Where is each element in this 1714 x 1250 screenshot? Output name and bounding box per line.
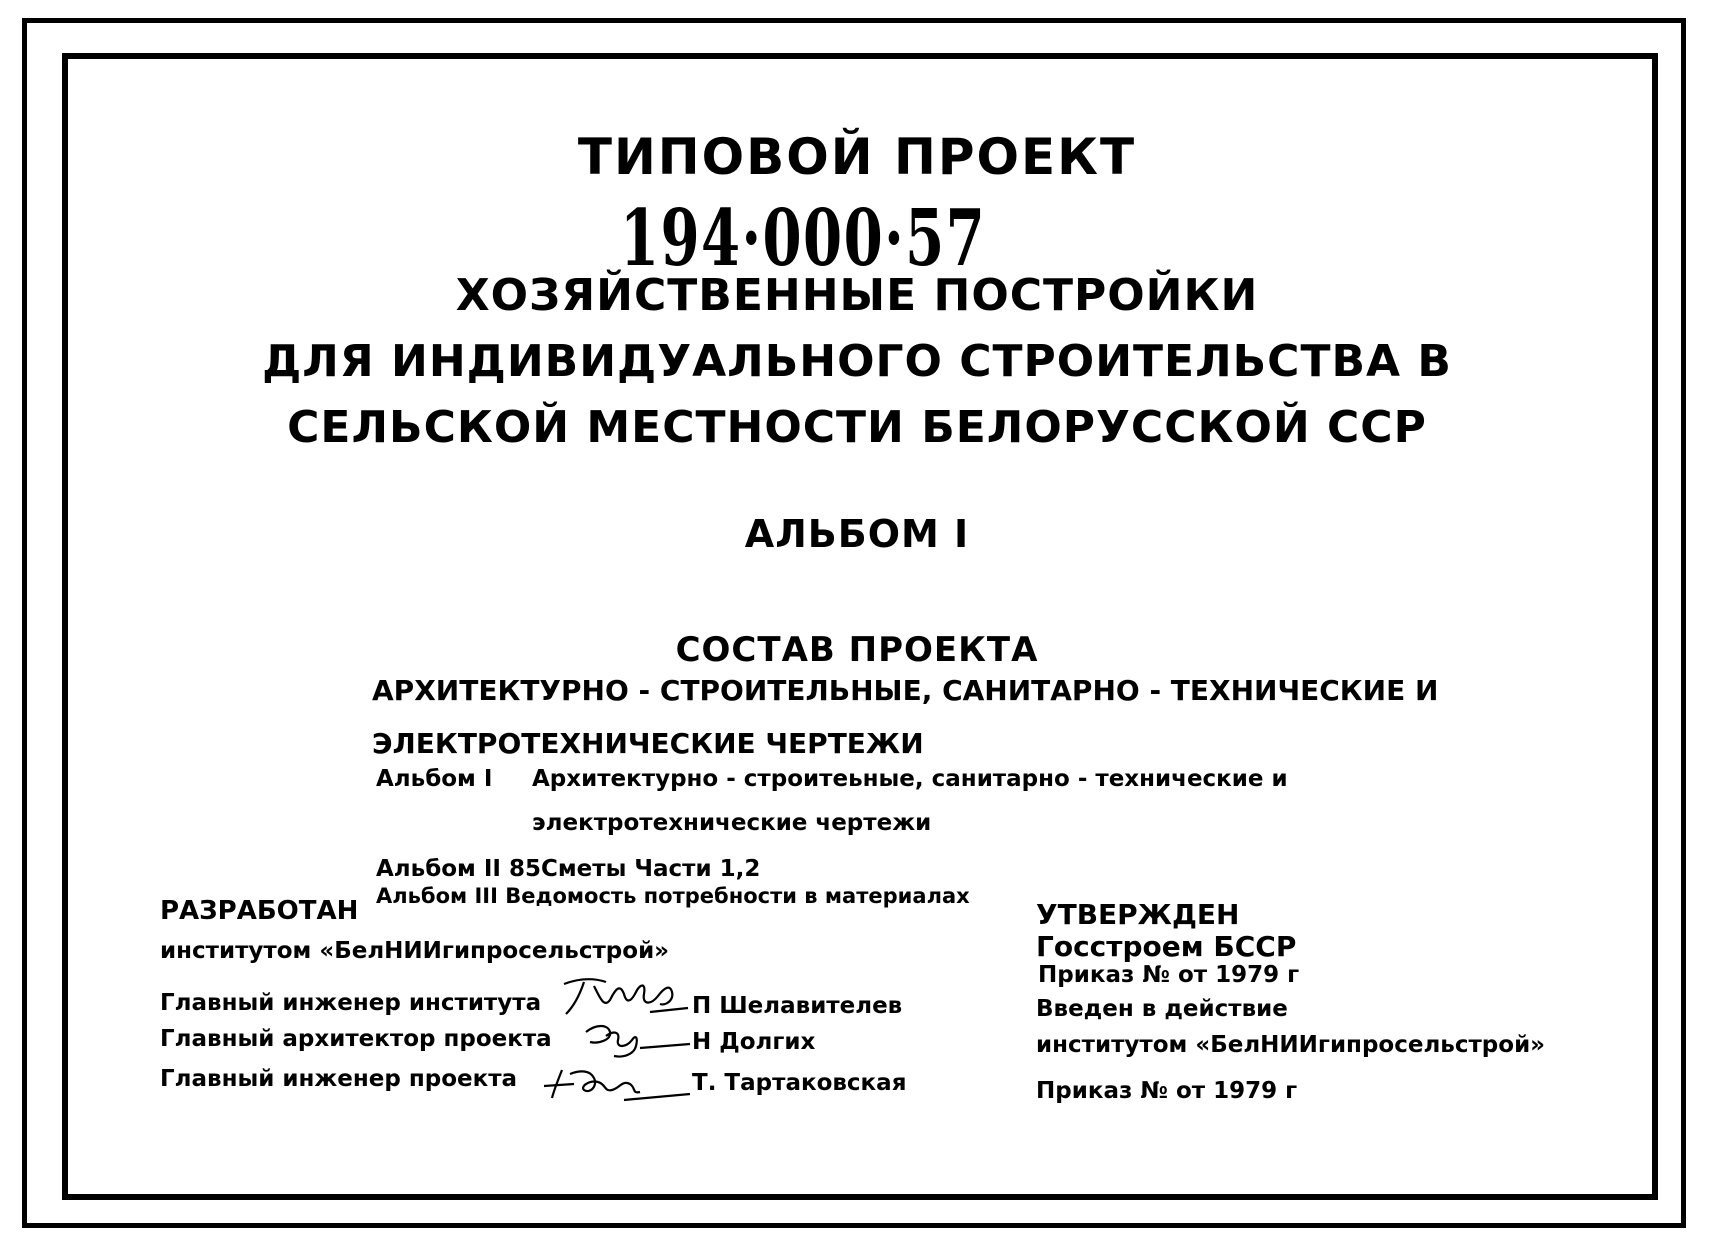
album-title: АЛЬБОМ I	[744, 512, 970, 556]
name-tartakovskaya: Т. Тартаковская	[692, 1070, 907, 1096]
signature-shelavitelev	[560, 974, 692, 1018]
composition-line-2: ЭЛЕКТРОТЕХНИЧЕСКИЕ ЧЕРТЕЖИ	[372, 727, 924, 760]
composition-heading: СОСТАВ ПРОЕКТА	[675, 630, 1039, 670]
title-line-2: ДЛЯ ИНДИВИДУАЛЬНОГО СТРОИТЕЛЬСТВА В	[262, 336, 1452, 387]
developed-label: РАЗРАБОТАН	[160, 896, 359, 926]
album-3-line: Альбом III Ведомость потребности в материалах	[376, 884, 970, 908]
approved-label: УТВЕРЖДЕН	[1036, 898, 1240, 931]
title-line-1: ХОЗЯЙСТВЕННЫЕ ПОСТРОЙКИ	[455, 270, 1259, 321]
approved-body: Госстроем БССР	[1036, 930, 1297, 963]
name-shelavitelev: П Шелавителев	[692, 993, 903, 1019]
title-line-3: СЕЛЬСКОЙ МЕСТНОСТИ БЕЛОРУССКОЙ ССР	[287, 402, 1427, 453]
project-number: 194·000·57	[620, 193, 987, 284]
project-type-heading: ТИПОВОЙ ПРОЕКТ	[577, 128, 1137, 186]
name-dolgikh: Н Долгих	[692, 1029, 816, 1055]
enacted-institute: институтом «БелНИИгипросельстрой»	[1036, 1032, 1546, 1058]
approved-order-2: Приказ № от 1979 г	[1036, 1078, 1298, 1104]
role-chief-engineer-institute: Главный инженер института	[160, 990, 542, 1016]
approved-order-1: Приказ № от 1979 г	[1038, 962, 1300, 988]
signature-tartakovskaya	[540, 1060, 692, 1104]
role-chief-engineer-project: Главный инженер проекта	[160, 1066, 518, 1092]
album-1-label: Альбом I	[376, 766, 493, 792]
enacted-label: Введен в действие	[1036, 996, 1288, 1022]
developed-institute: институтом «БелНИИгипросельстрой»	[160, 938, 670, 964]
album-1-text-b: электротехнические чертежи	[532, 810, 932, 836]
composition-line-1: АРХИТЕКТУРНО - СТРОИТЕЛЬНЫЕ, САНИТАРНО - ТЕХНИЧЕСКИЕ И	[372, 674, 1439, 707]
signature-dolgikh	[580, 1018, 692, 1062]
album-1-text-a: Архитектурно - строитеьные, санитарно - технические и	[532, 766, 1288, 792]
album-2-line: Альбом II 85Сметы Части 1,2	[376, 856, 761, 882]
role-chief-architect-project: Главный архитектор проекта	[160, 1026, 552, 1052]
